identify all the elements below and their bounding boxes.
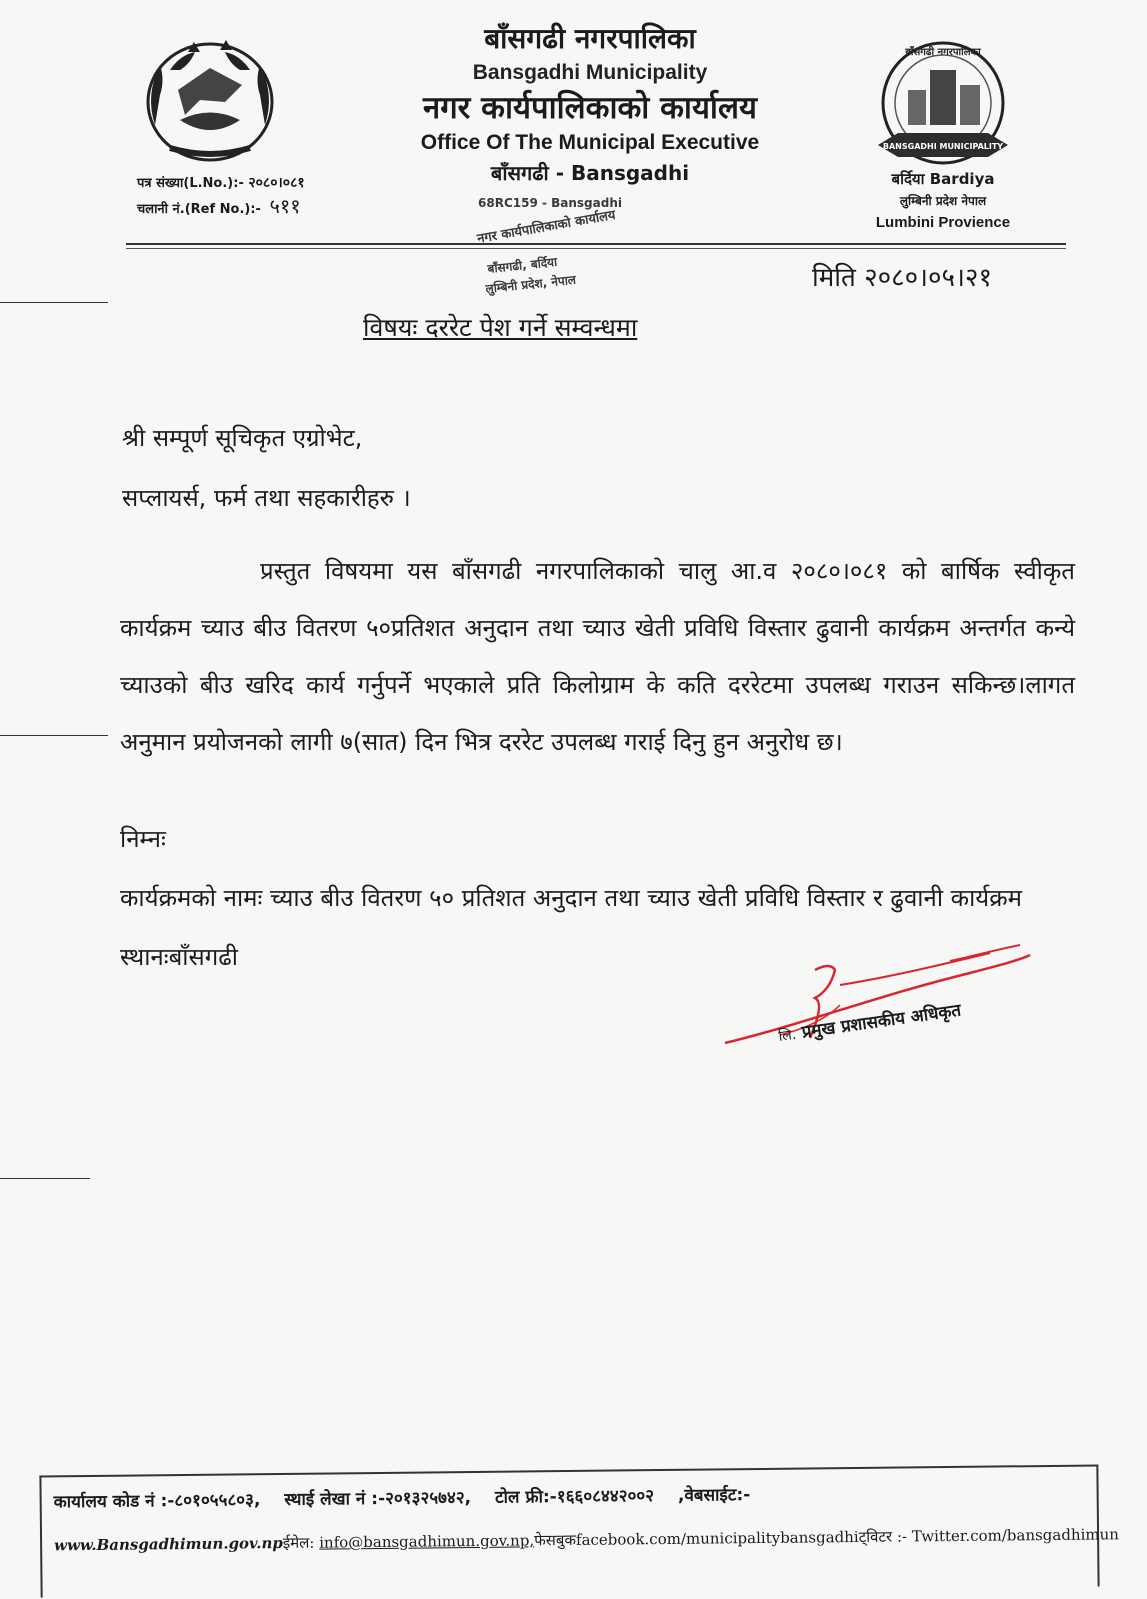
letter-number-label: पत्र संख्या(L.No.):- [137, 176, 244, 191]
province-np: लुम्बिनी प्रदेश नेपाल [899, 194, 987, 208]
right-caption [858, 168, 1028, 234]
footer-line2 [54, 1524, 1119, 1555]
logo-ring-text: बाँसगढी नगरपालिका [905, 47, 981, 58]
office-code: कार्यालय कोड नं :-८०१०५५८०३, [53, 1490, 261, 1513]
website-link[interactable]: www.Bansgadhimun.gov.np [54, 1534, 283, 1555]
subject-line: विषयः दररेट पेश गर्ने सम्वन्धमा [363, 313, 638, 342]
dispatch-number: ५११ [269, 194, 301, 218]
stamp-code: 68RC159 - Bansgadhi [478, 196, 622, 210]
stamp-line2: बाँसगढी, बर्दिया [486, 254, 558, 276]
place-line: स्थानःबाँसगढी [120, 943, 238, 971]
margin-mark [0, 735, 108, 736]
district-label: बर्दिया Bardiya [891, 170, 995, 188]
office-place: बाँसगढी - Bansgadhi [490, 161, 690, 185]
stamp-line1: नगर कार्यपालिकाको कार्यालय [476, 207, 617, 247]
footer-box [39, 1464, 1119, 1597]
footer-line1 [54, 1482, 769, 1512]
nepal-emblem-icon [130, 30, 290, 170]
program-name: कार्यक्रमको नामः च्याउ बीउ वितरण ५० प्रतिशत अनुदान तथा च्याउ खेती प्रविधि विस्तार र ढुवानी कार्यक्रम [120, 884, 1023, 912]
details-heading: निम्नः [120, 825, 166, 853]
addressee-line2: सप्लायर्स, फर्म तथा सहकारीहरु । [122, 484, 411, 512]
margin-mark [0, 1178, 90, 1179]
facebook-link[interactable]: facebook.com/municipalitybansgadhi [575, 1527, 859, 1549]
office-name-np: नगर कार्यपालिकाको कार्यालय [423, 90, 757, 126]
letter-date: मिति २०८०।०५।२१ [812, 263, 992, 293]
body-paragraph: प्रस्तुत विषयमा यस बाँसगढी नगरपालिकाको चालु आ.व २०८०।०८१ को बार्षिक स्वीकृत कार्यक्रम च्याउ बीउ वितरण ५०प्रतिशत अनुदान तथा च्याउ खेती प्रविधि विस्तार ढुवानी कार्यक्रम अन्तर्गत कन्ये च्याउको बीउ खरिद कार्य गर्नुपर्ने भएकाले प्रति किलोग्राम के कति दररेटमा उपलब्ध गराउन सकिन्छ।लागत अनुमान प्रयोजनको लागी ७(सात) दिन भित्र दररेट उपलब्ध गराई दिनु हुन अनुरोध छ। [120, 557, 1075, 756]
municipality-name-en: Bansgadhi Municipality [472, 61, 708, 84]
facebook-label: फेसबुक [534, 1530, 577, 1550]
email-label: ईमेल: [282, 1533, 315, 1553]
twitter-link[interactable]: Twitter.com/bansgadhimun [911, 1525, 1119, 1546]
municipality-logo-icon [868, 35, 1018, 185]
stamp-line3: लुम्बिनी प्रदेश, नेपाल [484, 272, 577, 296]
website-label: ,वेबसाईट:- [677, 1485, 751, 1506]
twitter-label: ट्विटर :- [858, 1527, 908, 1546]
office-name-en: Office Of The Municipal Executive [420, 131, 760, 154]
email-link[interactable]: info@bansgadhimun.gov.np, [319, 1531, 535, 1552]
logo-ribbon-text: BANSGADHI MUNICIPALITY [882, 142, 1004, 151]
margin-mark [0, 302, 108, 303]
dispatch-number-row [137, 195, 305, 221]
letterhead [350, 20, 830, 188]
addressee-line1: श्री सम्पूर्ण सूचिकृत एग्रोभेट, [122, 424, 363, 452]
permanent-account: स्थाई लेखा नं :-२०१३२५७४२, [284, 1488, 472, 1510]
province-en: Lumbini Provience [875, 214, 1011, 231]
dispatch-number-label: चलानी नं.(Ref No.):- [137, 202, 261, 217]
toll-free: टोल फ्री:-१६६०८४४२००२ [494, 1486, 655, 1508]
reference-block [137, 172, 305, 221]
letter-number: २०८०।०८१ [248, 175, 305, 191]
addressee [122, 408, 411, 528]
signatory-designation: प्रमुख प्रशासकीय अधिकृत [800, 1000, 963, 1043]
signatory-prefix: लि. [777, 1026, 798, 1046]
municipality-name-np: बाँसगढी नगरपालिका [484, 22, 696, 55]
letter-number-row [137, 172, 305, 195]
office-stamp-icon [468, 185, 643, 305]
